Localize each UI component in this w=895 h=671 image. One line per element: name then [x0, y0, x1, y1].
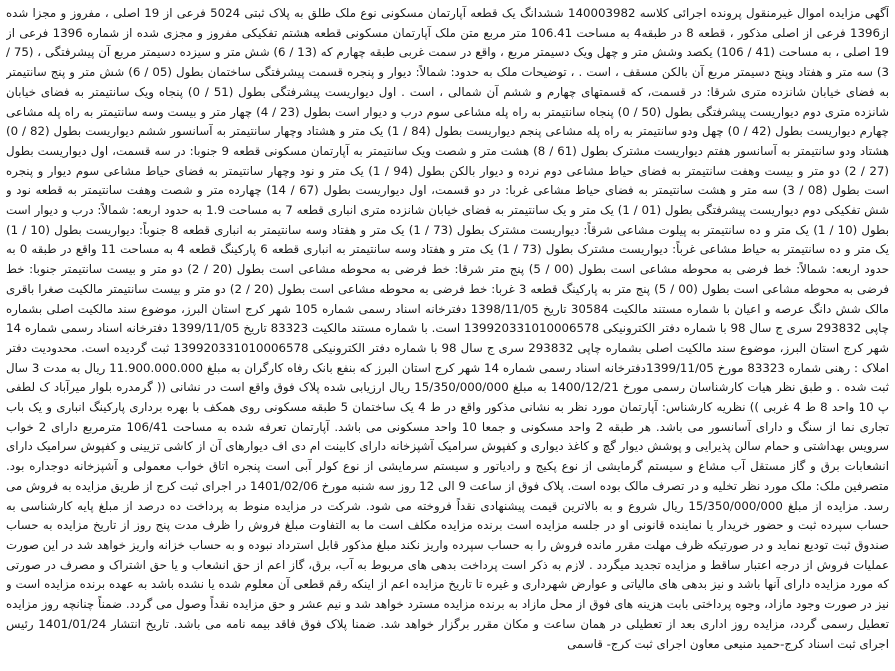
- auction-notice: [6, 4, 889, 667]
- notice-body-text: آگهی مزایده اموال غیرمنقول پرونده اجرائی کلاسه 140003982 ششدانگ یک قطعه آپارتمان مسکونی نوع ملک طلق به پلاک ثبتی 5024 فرعی از 19 اصلی ، مفروز و مجزا شده از1396 فرعی از اصلی مذکور ، قطعه 8 در طبقه4 به مساحت 106.41 متر مربع متن ملک آپارتمان مسکونی قطعه هشتم تفکیکی مفروز و مجزی شده از شماره 1396 فرعی از 19 اصلی ، به مساحت (41 / 106) یکصد وشش متر و چهل ویک دسیمتر مربع ، واقع در سمت غربی طبقه چهارم که (13 / 6) شش متر و سیزده دسیمتر مربع آن پیشرفتگی ، (75 / 3) سه متر و هفتاد وپنج دسیمتر مربع آن بالکن مسقف ، است . ، توضیحات ملک به حدود: شمالاً: دیوار و پنجره قسمت پیشرفتگی ساختمان بطول (05 / 6) شش متر و پنج سانتیمتر به فضای خیابان شانزده متری شرقا: در قسمت، که قسمتهای چهارم و ششم آن شمالی ، است . اول دیواریست پیشرفتگی بطول (51 / 0) پنجاه ویک سانتیمتر به فضای خیابان شانزده متری دوم دیواریست پیشرفتگی بطول (50 / 0) پنجاه سانتیمتر به راه پله مشاعی سوم درب و دیوار است بطول (23 / 4) چهار متر و بیست وسه سانتیمتر به راه پله مشاعی چهارم دیواریست بطول (42 / 0) چهل ودو سانتیمتر به راه پله مشاعی پنجم دیواریست بطول (84 / 1) یک متر و هشتاد وچهار سانتیمتر به آسانسور ششم دیواریست بطول (82 / 0) هشتاد ودو سانتیمتر به آسانسور هفتم دیواریست مشترک بطول (61 / 8) هشت متر و شصت ویک سانتیمتر به آپارتمان مسکونی قطعه 9 جنوبا: در سه قسمت، اول دیواریست بطول (27 / 2) دو متر و بیست وهفت سانتیمتر به فضای حیاط مشاعی دوم نرده و دیوار بالکن بطول (94 / 1) یک متر و نود وچهار سانتیمتر به فضای حیاط مشاعی سوم دیوار و پنجره است بطول (08 / 3) سه متر و هشت سانتیمتر به فضای حیاط مشاعی غربا: در دو قسمت، اول دیواریست بطول (67 / 14) چهارده متر و شصت وهفت سانتیمتر به قطعه نود و شش تفکیکی دوم دیواریست پیشرفتگی بطول (01 / 1) یک متر و یک سانتیمتر به فضای خیابان شانزده متری انباری قطعه 7 به مساحت 1.9 به حدود اربعه: شمالاً: درب و دیوار است بطول (10 / 1) یک متر و ده سانتیمتر به پیلوت مشاعی شرقاً: دیواریست مشترک بطول (73 / 1) یک متر و هفتاد وسه سانتیمتر به انباری قطعه 8 جنوباً: دیواریست بطول (10 / 1) یک متر و ده سانتیمتر به حیاط مشاعی غرباً: دیواریست مشترک بطول (73 / 1) یک متر و هفتاد وسه سانتیمتر به انباری قطعه 6 پارکینگ قطعه 4 به مساحت 11 واقع در طبقه 0 به حدود اربعه: شمالاً: خط فرضی به محوطه مشاعی است بطول (00 / 5) پنج متر شرقا: خط فرضی به محوطه مشاعی است بطول (20 / 2) دو متر و بیست سانتیمتر جنوبا: خط فرضی به محوطه مشاعی است بطول (00 / 5) پنج متر به پارکینگ قطعه 3 غربا: خط فرضی به محوطه مشاعی است بطول (20 / 2) دو متر و بیست سانتیمتر مالکیت صغرا باقری مالک شش دانگ عرصه و اعیان با شماره مستند مالکیت 30584 تاریخ 1398/11/05 دفترخانه اسناد رسمی شماره 105 شهر کرج استان البرز، موضوع سند مالکیت اصلی بشماره چاپی 293832 سری ج سال 98 با شماره دفتر الکترونیکی 139920331010006578 است. با شماره مستند مالکیت 83323 تاریخ 1399/11/05 دفترخانه اسناد رسمی شماره 14 شهر کرج استان البرز، موضوع سند مالکیت اصلی بشماره چاپی 293832 سری ج سال 98 با شماره دفتر الکترونیکی 139920331010006578 ثبت گردیده است. محدودیت دفتر املاک : رهنی شماره 83323 مورخ 1399/11/05دفترخانه اسناد رسمی شماره 14 شهر کرج استان البرز که بنفع بانک رفاه کارگران به مبلغ 11.900.000.000 ریال به مدت 3 سال ثبت شده . و طبق نظر هیات کارشناسان رسمی مورخ 1400/12/21 به مبلغ 15/350/000/000 ریال ارزیابی شده پلاک فوق واقع است در نشانی (( گرمدره بلوار میرآباد ک لطفی پ 10 واحد 8 ط 4 غربی )) نظریه کارشناس: آپارتمان مورد نظر به نشانی مذکور واقع در ط 4 یک ساختمان 5 طبقه مسکونی روی همکف با بهره برداری پارکینگ انباری و یک باب تجاری نما از سنگ و دارای آسانسور می باشد. هر طبقه 2 واحد مسکونی و جمعا 10 واحد مسکونی می باشد. آپارتمان تعرفه شده به مساحت 106/41 مترمربع دارای 2 خواب سرویس بهداشتی و حمام سالن پذیرایی و پوشش دیوار گچ و کاغذ دیواری و کفپوش سرامیک آشپزخانه دارای کابینت ام دی اف دیوارهای آن از کاشی تزیینی و کفپوش سرامیک دارای انشعابات برق و گاز مستقل آب مشاع و سیستم گرمایشی از نوع پکیج و رادیاتور و سیستم سرمایشی از نوع کولر آبی است پنجره اتاق خواب معمولی و آشپزخانه دوجداره بود. متصرفین ملک: ملک مورد نظر تخلیه و در تصرف مالک بوده است. پلاک فوق از ساعت 9 الی 12 روز سه شنبه مورخ 1401/02/06 در اجرای ثبت کرج از طریق مزایده به فروش می رسد. مزایده از مبلغ 15/350/000/000 ریال شروع و به بالاترین قیمت پیشنهادی نقداً فروخته می شود. شرکت در مزایده منوط به پرداخت ده درصد از مبلغ پایه کارشناسی به حساب سپرده ثبت و حضور خریدار یا نماینده قانونی او در جلسه مزایده است برنده مزایده مکلف است ما به التفاوت مبلغ فروش را ظرف مدت پنج روز از تاریخ مزایده به حساب صندوق ثبت تودیع نماید و در صورتیکه ظرف مهلت مقرر مانده فروش را به حساب سپرده واریز نکند مبلغ مذکور قابل استرداد نبوده و به حساب خزانه واریز خواهد شد در این صورت عملیات فروش از درجه اعتبار ساقط و مزایده تجدید میگردد . لازم به ذکر است پرداخت بدهی های مربوط به آب، برق، گاز اعم از حق انشعاب و یا حق اشتراک و مصرف در صورتی که مورد مزایده دارای آنها باشد و نیز بدهی های مالیاتی و عوارض شهرداری و غیره تا تاریخ مزایده اعم از اینکه رقم قطعی آن معلوم شده یا نشده باشد به عهده برنده مزایده است و نیز در صورت وجود مازاد، وجوه پرداختی بابت هزینه های فوق از محل مازاد به برنده مزایده مسترد خواهد شد و نیم عشر و حق مزایده نقداً وصول می گردد. ضمناً چنانچه روز مزایده تعطیل رسمی گردد، مزایده روز اداری بعد از تعطیلی در همان ساعت و مکان مقرر برگزار خواهد شد. ضمنا پلاک فوق فاقد بیمه نامه می باشد. تاریخ انتشار 1401/01/24 رئیس اجرای ثبت اسناد کرج-حمید منیعی معاون اجرای ثبت کرج- قاسمی: [6, 6, 889, 651]
